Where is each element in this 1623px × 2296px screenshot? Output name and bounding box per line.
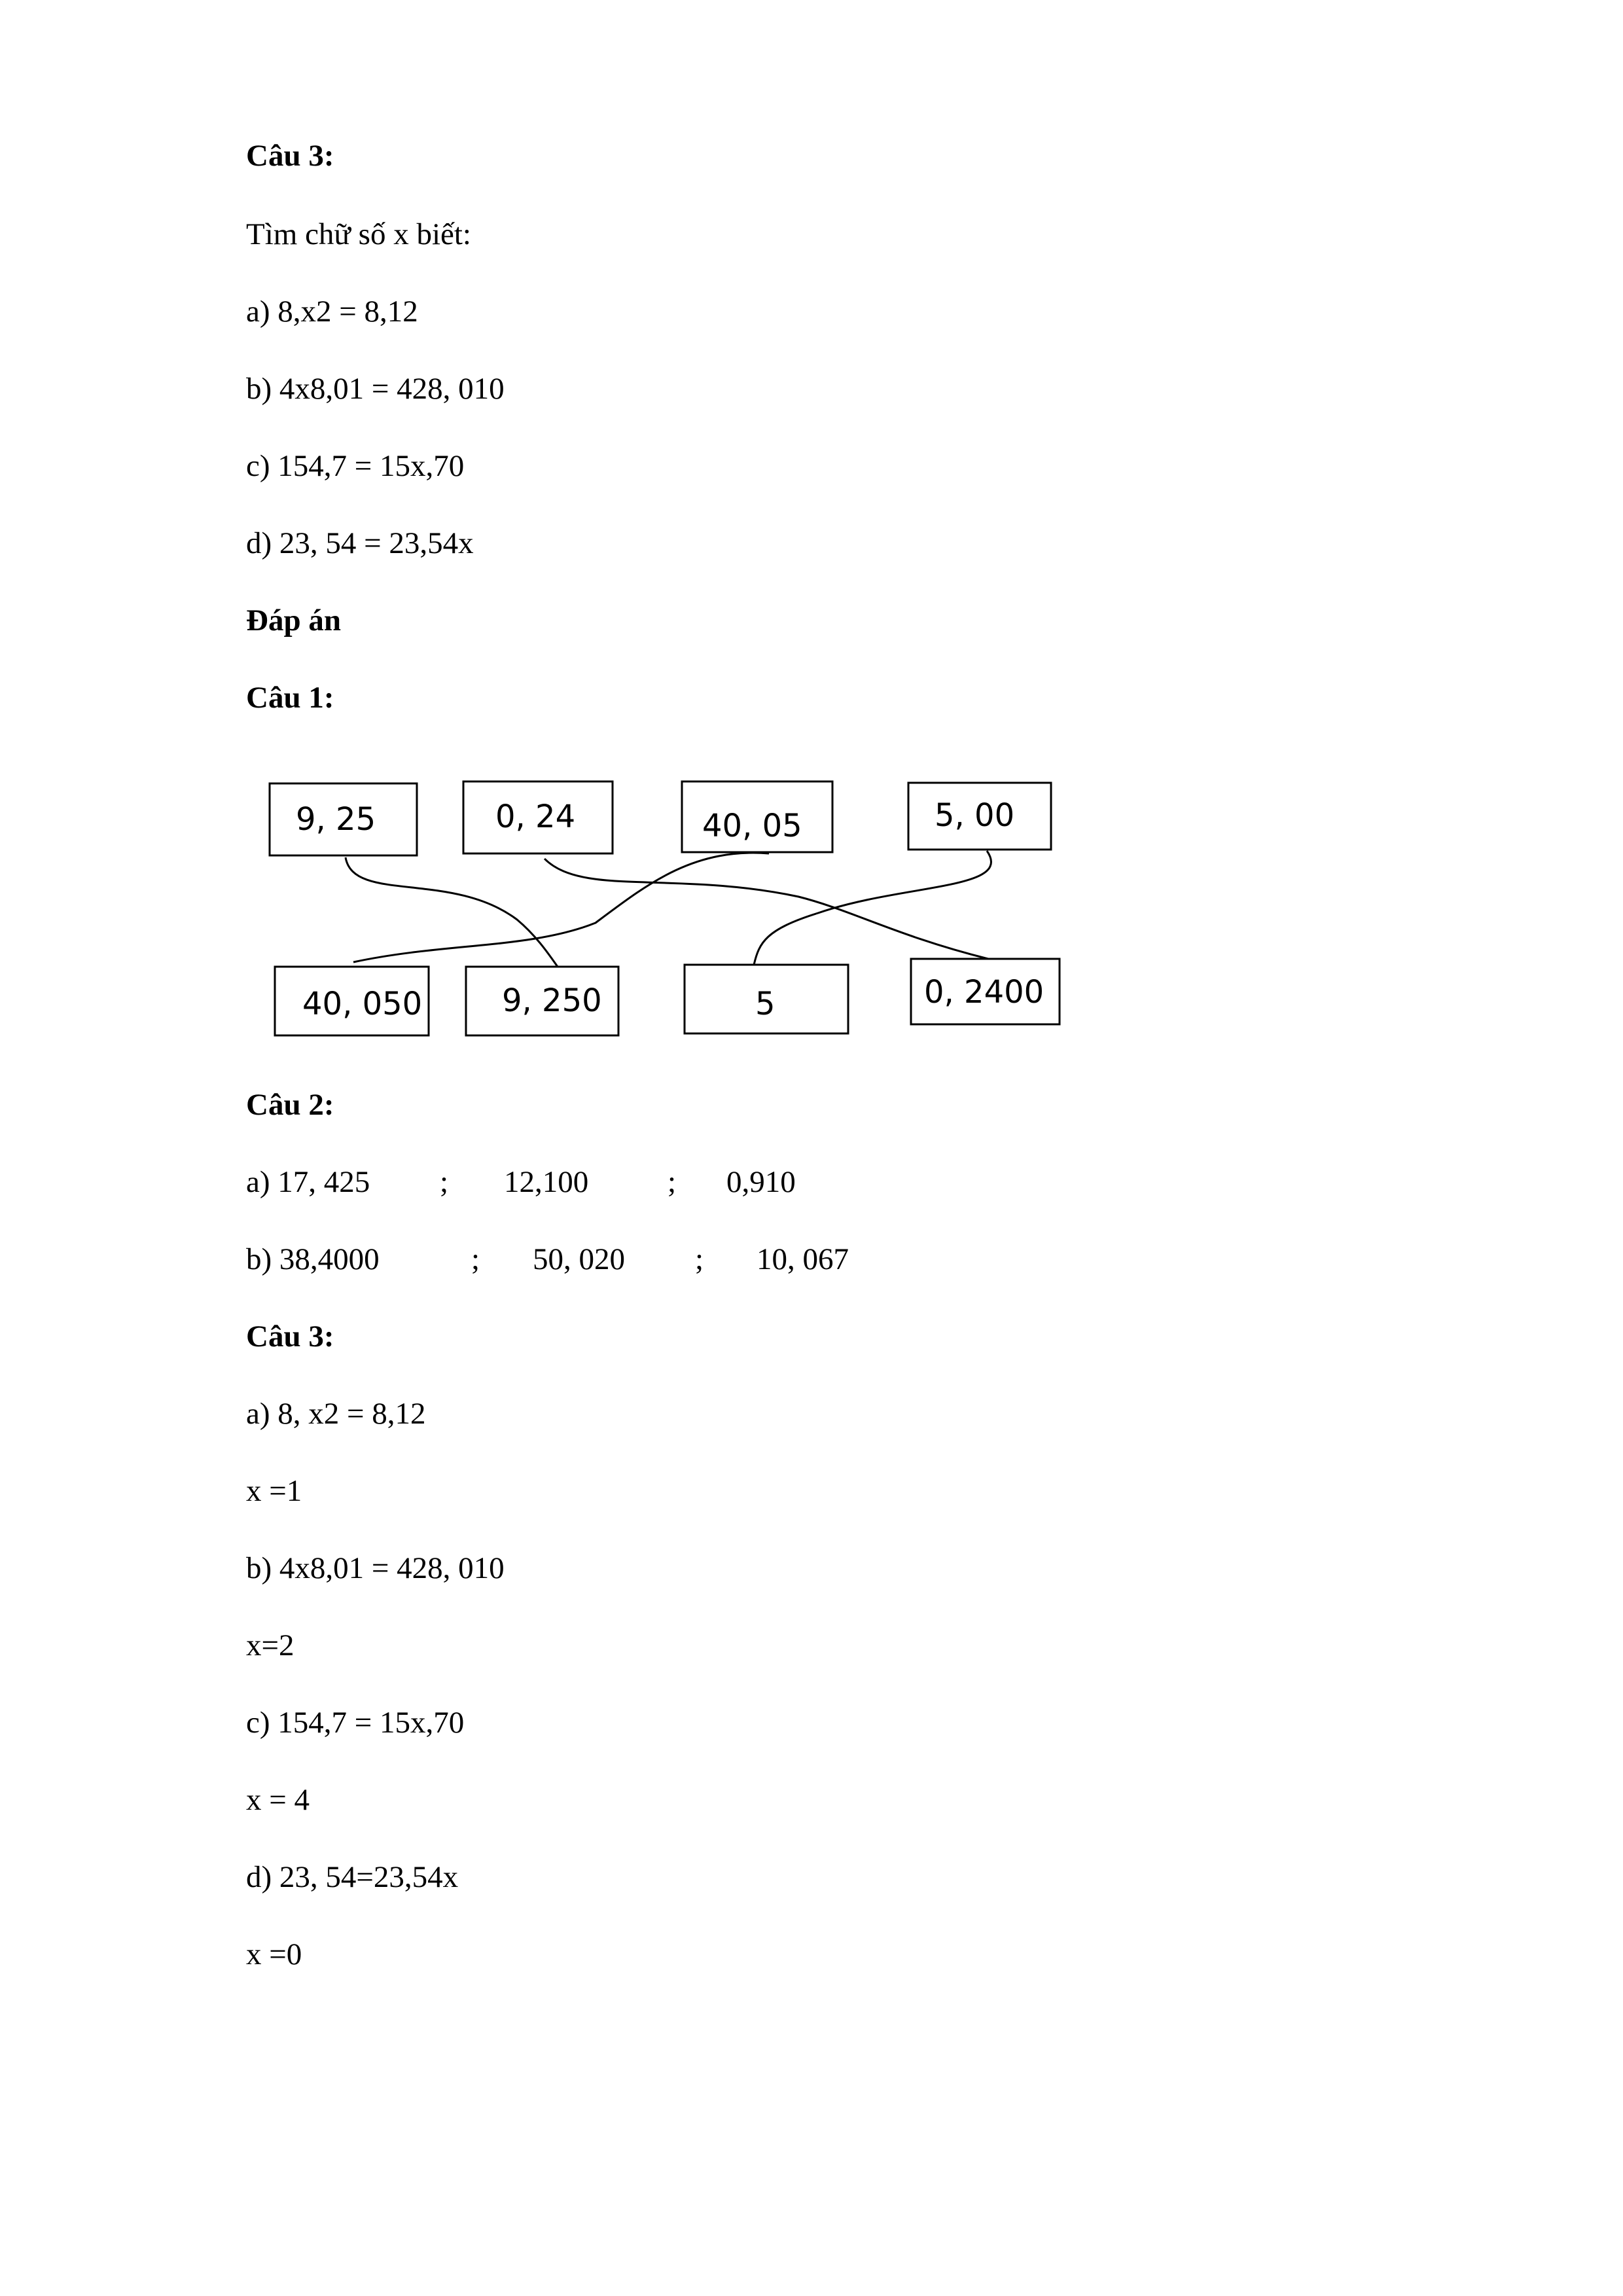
- answer2-b-value-3: 10, 067: [757, 1242, 849, 1276]
- answer3-result-d: x =0: [246, 1937, 302, 1971]
- connector-024-02400: [544, 859, 988, 959]
- question3-item-c: c) 154,7 = 15x,70: [246, 449, 465, 483]
- answer3-result-b: x=2: [246, 1628, 294, 1662]
- answer3-line-b: b) 4x8,01 = 428, 010: [246, 1551, 505, 1585]
- question3-heading: Câu 3:: [246, 139, 334, 173]
- answer3-line-c: c) 154,7 = 15x,70: [246, 1706, 465, 1740]
- answer2-b-sep-1: ;: [471, 1242, 480, 1276]
- answer2-a-sep-1: ;: [440, 1165, 449, 1199]
- top-box-3-label: 40, 05: [702, 808, 802, 844]
- connector-500-5: [754, 851, 991, 965]
- bottom-box-3-label: 5: [755, 986, 776, 1022]
- connector-925-9250: [346, 857, 558, 967]
- answer2-a-sep-2: ;: [668, 1165, 677, 1199]
- answer3-result-c: x = 4: [246, 1783, 310, 1817]
- answer2-a-value-3: 0,910: [726, 1165, 796, 1199]
- answer3-heading: Câu 3:: [246, 1319, 334, 1354]
- answer3-result-a: x =1: [246, 1474, 302, 1508]
- bottom-box-1-label: 40, 050: [302, 986, 423, 1022]
- question3-prompt: Tìm chữ số x biết:: [246, 217, 471, 251]
- answer2-b-value-2: 50, 020: [533, 1242, 625, 1276]
- answer3-line-a: a) 8, x2 = 8,12: [246, 1397, 426, 1431]
- answers-heading: Đáp án: [246, 603, 341, 637]
- answer2-a-value-1: a) 17, 425: [246, 1165, 370, 1199]
- top-box-2-label: 0, 24: [495, 798, 576, 835]
- answer3-line-d: d) 23, 54=23,54x: [246, 1860, 459, 1894]
- top-box-4-label: 5, 00: [935, 797, 1015, 834]
- matching-diagram: [242, 772, 1093, 1054]
- answer2-a-value-2: 12,100: [504, 1165, 589, 1199]
- bottom-box-4-label: 0, 2400: [924, 974, 1044, 1011]
- question3-item-a: a) 8,x2 = 8,12: [246, 295, 418, 329]
- question3-item-d: d) 23, 54 = 23,54x: [246, 526, 474, 560]
- answer1-heading: Câu 1:: [246, 681, 334, 715]
- answer2-b-value-1: b) 38,4000: [246, 1242, 380, 1276]
- answer2-b-sep-2: ;: [695, 1242, 704, 1276]
- top-box-1-label: 9, 25: [296, 801, 376, 838]
- bottom-box-2-label: 9, 250: [502, 982, 602, 1019]
- question3-item-b: b) 4x8,01 = 428, 010: [246, 372, 505, 406]
- answer2-heading: Câu 2:: [246, 1088, 334, 1122]
